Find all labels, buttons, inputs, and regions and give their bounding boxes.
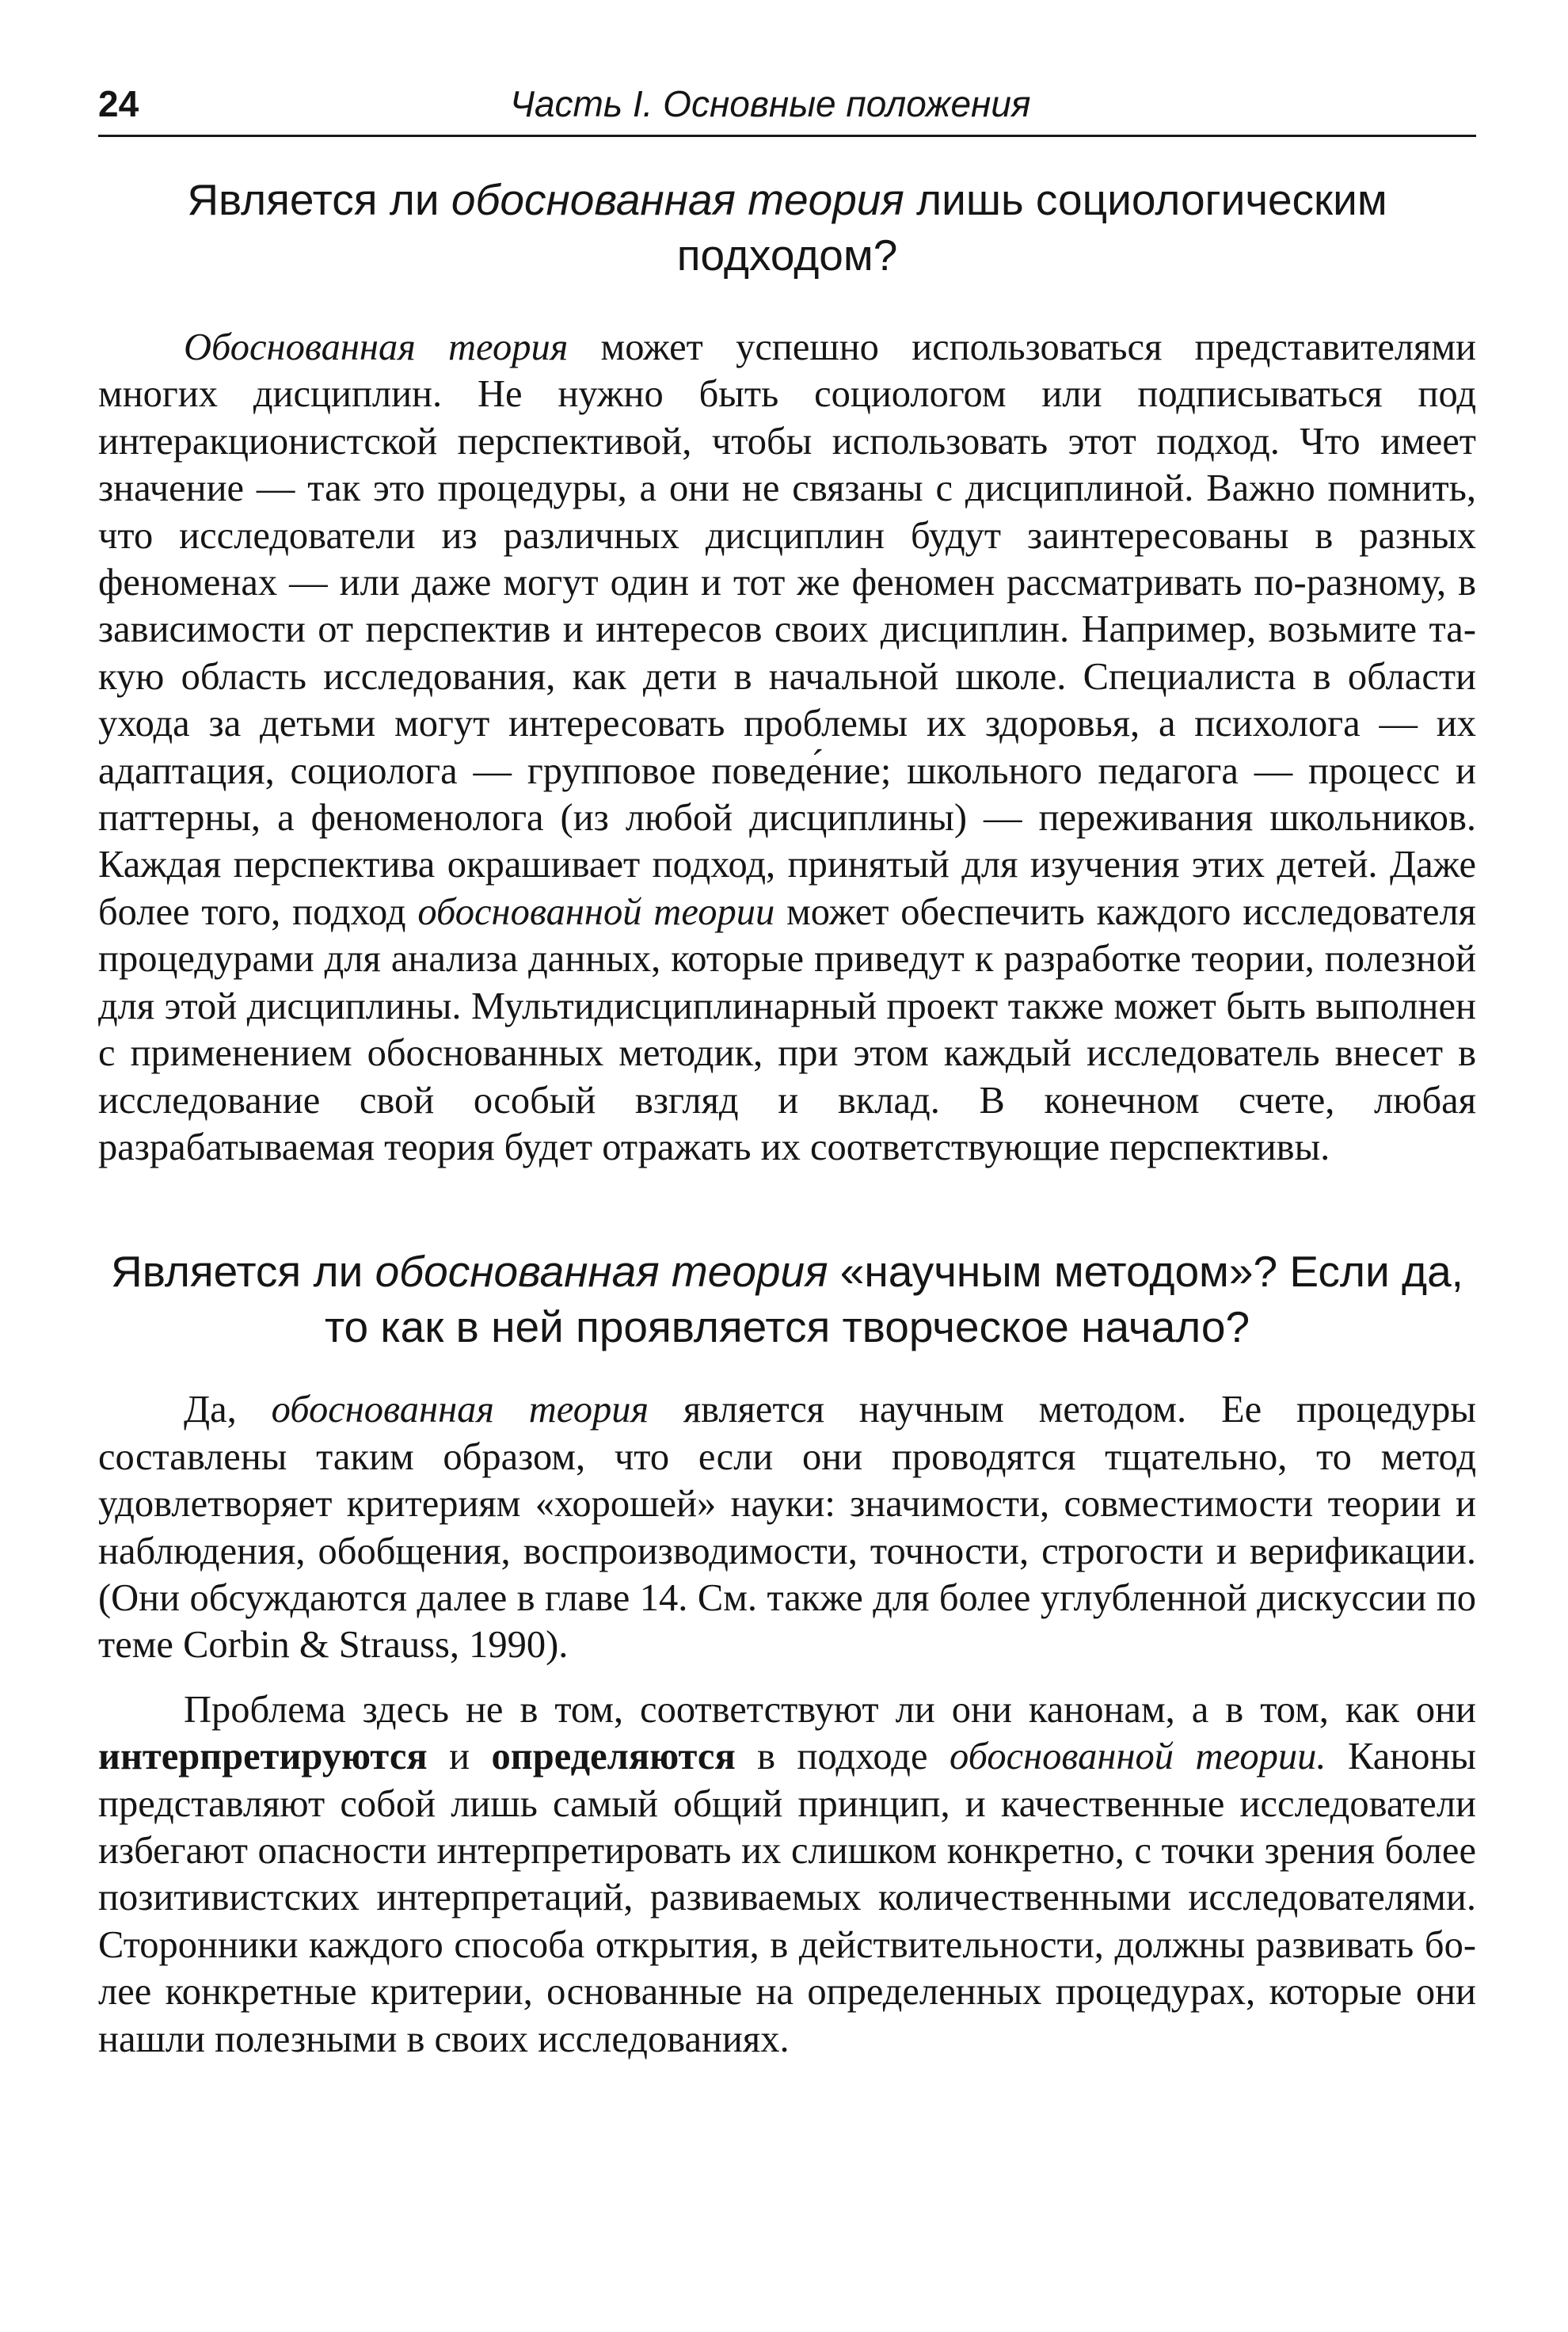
running-title: Часть I. Основные положения [510, 83, 1031, 124]
bold-term: интерпретируются [98, 1736, 428, 1778]
heading-italic-term: обоснованная теория [375, 1247, 828, 1297]
paragraph-text: является научным методом. Ее процедуры составлены таким образом, что если они проводятся тщательно, то метод удовлетворяет критериям «хорошей» науки: значимости, совместимости теории и наблюдения, обобщения, воспроизводимости, точности, строгости и верификации. (Они обсуждаются далее в главе 14. См. также для более углубленной дискуссии по теме Corbin & Strauss, 1990). [98, 1389, 1477, 1667]
paragraph-text: может успешно использоваться представителями многих дисциплин. Не нужно быть социологом или подписываться под интеракционистской перспективой, чтобы использовать этот подход. Что имеет значение — так это процедуры, а они не связаны с дисциплиной. Важно помнить, что исследователи из различных дисциплин будут заинтересованы в разных феноменах — или даже могут один и тот же феномен рассматривать по-разному, в зависимости от перспектив и интересов своих дисциплин. Например, возьмите такую область исследования, как дети в начальной школе. Специалиста в области ухода за детьми могут интересовать проблемы их здоровья, а психолога — их адаптация, социолога — групповое поведе́ние; школьного педагога — процесс и паттерны, а феноменолога (из любой дисциплины) — переживания школьников. Каждая перспектива окрашивает подход, принятый для изучения этих детей. Даже более того, подход [98, 326, 1477, 933]
section-heading-sociological [98, 172, 1476, 283]
running-header [98, 76, 1476, 137]
paragraph-text: и [427, 1736, 492, 1778]
italic-term: обоснованной теории. [949, 1736, 1326, 1778]
paragraph-text: Проблема здесь не в том, соответствуют ли они канонам, а в том, как они [184, 1688, 1476, 1731]
italic-term: Обоснованная теория [184, 326, 569, 368]
heading-text: Является ли [111, 1247, 375, 1297]
heading-text: «научным методом»? Если да, то как в ней проявляется творческое начало? [324, 1247, 1463, 1352]
bold-term: определяются [491, 1736, 736, 1778]
paragraph-text: Да, [184, 1389, 272, 1431]
paragraph-text: Каноны представляют собой лишь самый общий принцип, и качественные исследователи избегают опасности интерпретировать их слишком конкретно, с точки зрения более позитивистских интерпретаций, развиваемых количественными исследователями. Сторонники каждого способа открытия, в действительности, должны развивать более конкретные критерии, основанные на определенных процедурах, которые они нашли полезными в своих исследованиях. [98, 1736, 1476, 2060]
italic-term: обоснованной теории [417, 890, 775, 933]
heading-text: Является ли [187, 175, 451, 224]
heading-text: лишь социологическим подходом? [676, 175, 1387, 280]
paragraph-text: может обеспечить каждого исследователя процедурами для анализа данных, которые приведут к разработке теории, полезной для этой дисциплины. Мультидисциплинарный проект также может быть выполнен с применением обоснованных методик, при этом каждый исследователь внесет в исследование свой особый взгляд и вклад. В конечном счете, любая разрабатываемая теория будет отражать их соответствующие перспективы. [98, 890, 1476, 1168]
heading-italic-term: обоснованная теория [451, 175, 904, 224]
italic-term: обоснованная теория [271, 1389, 649, 1431]
section-heading-scientific-method [98, 1244, 1476, 1355]
page-number: 24 [98, 83, 139, 124]
book-page [98, 76, 1476, 2063]
paragraph-scientific-method [98, 1386, 1476, 1668]
paragraph-text: в подходе [735, 1736, 950, 1778]
paragraph-canons [98, 1686, 1476, 2063]
paragraph-disciplines [98, 324, 1476, 1171]
